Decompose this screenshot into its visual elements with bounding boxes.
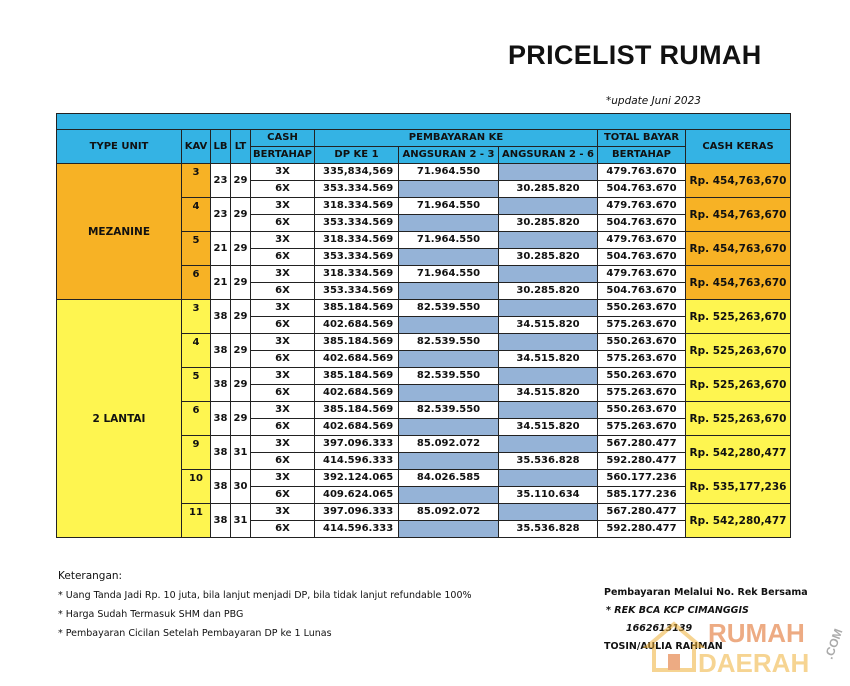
total-bayar-value: 575.263.670 — [598, 385, 686, 402]
dp-ke1-value: 402.684.569 — [315, 385, 399, 402]
angsuran-26-value: 34.515.820 — [499, 385, 598, 402]
dp-ke1-value: 318.334.569 — [315, 266, 399, 283]
angsuran-23-value: 82.539.550 — [399, 402, 499, 419]
dp-ke1-value: 397.096.333 — [315, 504, 399, 521]
update-date: *update Juni 2023 — [606, 95, 701, 107]
header-pembayaran-ke: PEMBAYARAN KE — [315, 130, 598, 147]
cash-bertahap-term: 3X — [251, 504, 315, 521]
cash-bertahap-term: 3X — [251, 368, 315, 385]
header-angsuran-23: ANGSURAN 2 - 3 — [399, 147, 499, 164]
lt-value: 29 — [231, 164, 251, 198]
angsuran-23-value — [399, 215, 499, 232]
angsuran-23-value — [399, 317, 499, 334]
angsuran-23-value — [399, 487, 499, 504]
house-icon — [648, 624, 700, 670]
dp-ke1-value: 402.684.569 — [315, 351, 399, 368]
table-row — [57, 164, 791, 181]
cash-keras-value: Rp. 525,263,670 — [686, 368, 791, 402]
cash-bertahap-term: 6X — [251, 419, 315, 436]
dp-ke1-value: 318.334.569 — [315, 232, 399, 249]
cash-bertahap-term: 6X — [251, 249, 315, 266]
lb-value: 21 — [211, 232, 231, 266]
total-bayar-value: 592.280.477 — [598, 521, 686, 538]
angsuran-26-value: 30.285.820 — [499, 181, 598, 198]
kav-number: 5 — [182, 232, 211, 266]
dp-ke1-value: 353.334.569 — [315, 249, 399, 266]
kav-number: 6 — [182, 402, 211, 436]
angsuran-26-value — [499, 368, 598, 385]
dp-ke1-value: 385.184.569 — [315, 300, 399, 317]
kav-number: 10 — [182, 470, 211, 504]
angsuran-23-value — [399, 351, 499, 368]
header-lt: LT — [231, 130, 251, 164]
total-bayar-value: 550.263.670 — [598, 334, 686, 351]
angsuran-26-value — [499, 300, 598, 317]
angsuran-23-value — [399, 283, 499, 300]
table-top-bar — [57, 114, 791, 130]
dp-ke1-value: 353.334.569 — [315, 283, 399, 300]
angsuran-26-value — [499, 402, 598, 419]
cash-bertahap-term: 6X — [251, 181, 315, 198]
cash-keras-value: Rp. 454,763,670 — [686, 164, 791, 198]
lb-value: 38 — [211, 300, 231, 334]
angsuran-23-value: 71.964.550 — [399, 164, 499, 181]
total-bayar-value: 567.280.477 — [598, 504, 686, 521]
bank-holder: TOSIN/AULIA RAHMAN — [604, 641, 723, 652]
lt-value: 29 — [231, 402, 251, 436]
group-name: MEZANINE — [57, 164, 182, 300]
cash-bertahap-term: 6X — [251, 215, 315, 232]
cash-bertahap-term: 3X — [251, 232, 315, 249]
cash-bertahap-term: 3X — [251, 198, 315, 215]
note-item: * Harga Sudah Termasuk SHM dan PBG — [58, 609, 244, 620]
notes-heading: Keterangan: — [58, 570, 123, 582]
total-bayar-value: 585.177.236 — [598, 487, 686, 504]
dp-ke1-value: 353.334.569 — [315, 215, 399, 232]
total-bayar-value: 560.177.236 — [598, 470, 686, 487]
total-bayar-value: 504.763.670 — [598, 215, 686, 232]
header-angsuran-26: ANGSURAN 2 - 6 — [499, 147, 598, 164]
dp-ke1-value: 402.684.569 — [315, 419, 399, 436]
angsuran-26-value: 30.285.820 — [499, 283, 598, 300]
angsuran-26-value — [499, 198, 598, 215]
header-lb: LB — [211, 130, 231, 164]
lb-value: 38 — [211, 504, 231, 538]
angsuran-23-value: 84.026.585 — [399, 470, 499, 487]
header-total-bayar: TOTAL BAYAR — [598, 130, 686, 147]
angsuran-23-value — [399, 249, 499, 266]
page-title: PRICELIST RUMAH — [508, 40, 762, 70]
lt-value: 29 — [231, 266, 251, 300]
dp-ke1-value: 385.184.569 — [315, 402, 399, 419]
pricelist-table — [56, 113, 791, 538]
kav-number: 4 — [182, 334, 211, 368]
lt-value: 31 — [231, 436, 251, 470]
angsuran-26-value: 34.515.820 — [499, 351, 598, 368]
dp-ke1-value: 385.184.569 — [315, 334, 399, 351]
cash-keras-value: Rp. 454,763,670 — [686, 266, 791, 300]
angsuran-23-value: 82.539.550 — [399, 300, 499, 317]
cash-keras-value: Rp. 535,177,236 — [686, 470, 791, 504]
watermark-word-2: DAERAH — [698, 648, 810, 678]
angsuran-26-value — [499, 164, 598, 181]
kav-number: 9 — [182, 436, 211, 470]
lt-value: 29 — [231, 198, 251, 232]
cash-bertahap-term: 3X — [251, 266, 315, 283]
cash-bertahap-term: 6X — [251, 317, 315, 334]
total-bayar-value: 575.263.670 — [598, 317, 686, 334]
bank-heading: Pembayaran Melalui No. Rek Bersama — [604, 587, 808, 598]
angsuran-26-value: 34.515.820 — [499, 317, 598, 334]
total-bayar-value: 550.263.670 — [598, 368, 686, 385]
header-cash-keras: CASH KERAS — [686, 130, 791, 164]
cash-bertahap-term: 6X — [251, 487, 315, 504]
header-kav: KAV — [182, 130, 211, 164]
total-bayar-value: 479.763.670 — [598, 164, 686, 181]
total-bayar-value: 592.280.477 — [598, 453, 686, 470]
cash-keras-value: Rp. 454,763,670 — [686, 232, 791, 266]
cash-keras-value: Rp. 542,280,477 — [686, 436, 791, 470]
lt-value: 29 — [231, 368, 251, 402]
dp-ke1-value: 409.624.065 — [315, 487, 399, 504]
cash-bertahap-term: 3X — [251, 436, 315, 453]
lb-value: 23 — [211, 164, 231, 198]
cash-bertahap-term: 3X — [251, 164, 315, 181]
dp-ke1-value: 397.096.333 — [315, 436, 399, 453]
lt-value: 29 — [231, 300, 251, 334]
total-bayar-value: 550.263.670 — [598, 300, 686, 317]
cash-keras-value: Rp. 454,763,670 — [686, 198, 791, 232]
total-bayar-value: 504.763.670 — [598, 283, 686, 300]
angsuran-26-value: 35.110.634 — [499, 487, 598, 504]
angsuran-26-value — [499, 266, 598, 283]
angsuran-26-value: 35.536.828 — [499, 521, 598, 538]
lb-value: 23 — [211, 198, 231, 232]
angsuran-23-value: 71.964.550 — [399, 198, 499, 215]
cash-bertahap-term: 6X — [251, 351, 315, 368]
cash-keras-value: Rp. 525,263,670 — [686, 300, 791, 334]
angsuran-23-value — [399, 453, 499, 470]
angsuran-23-value: 85.092.072 — [399, 436, 499, 453]
group-name: 2 LANTAI — [57, 300, 182, 538]
angsuran-23-value: 82.539.550 — [399, 368, 499, 385]
header-dp-ke1: DP KE 1 — [315, 147, 399, 164]
angsuran-23-value: 71.964.550 — [399, 232, 499, 249]
cash-bertahap-term: 6X — [251, 521, 315, 538]
lt-value: 31 — [231, 504, 251, 538]
kav-number: 6 — [182, 266, 211, 300]
angsuran-26-value: 34.515.820 — [499, 419, 598, 436]
header-total-bertahap: BERTAHAP — [598, 147, 686, 164]
cash-bertahap-term: 3X — [251, 470, 315, 487]
lt-value: 29 — [231, 334, 251, 368]
kav-number: 5 — [182, 368, 211, 402]
kav-number: 3 — [182, 164, 211, 198]
header-type-unit: TYPE UNIT — [57, 130, 182, 164]
cash-keras-value: Rp. 525,263,670 — [686, 334, 791, 368]
note-item: * Uang Tanda Jadi Rp. 10 juta, bila lanjut menjadi DP, bila tidak lanjut refundable 100% — [58, 590, 472, 601]
cash-keras-value: Rp. 525,263,670 — [686, 402, 791, 436]
total-bayar-value: 504.763.670 — [598, 249, 686, 266]
lt-value: 29 — [231, 232, 251, 266]
angsuran-23-value — [399, 419, 499, 436]
dp-ke1-value: 392.124.065 — [315, 470, 399, 487]
angsuran-23-value: 82.539.550 — [399, 334, 499, 351]
cash-bertahap-term: 6X — [251, 283, 315, 300]
cash-bertahap-term: 6X — [251, 385, 315, 402]
angsuran-26-value: 35.536.828 — [499, 453, 598, 470]
total-bayar-value: 479.763.670 — [598, 266, 686, 283]
angsuran-23-value: 71.964.550 — [399, 266, 499, 283]
cash-keras-value: Rp. 542,280,477 — [686, 504, 791, 538]
total-bayar-value: 479.763.670 — [598, 232, 686, 249]
total-bayar-value: 479.763.670 — [598, 198, 686, 215]
total-bayar-value: 550.263.670 — [598, 402, 686, 419]
dp-ke1-value: 335,834,569 — [315, 164, 399, 181]
dp-ke1-value: 414.596.333 — [315, 453, 399, 470]
lb-value: 38 — [211, 368, 231, 402]
dp-ke1-value: 414.596.333 — [315, 521, 399, 538]
angsuran-23-value — [399, 181, 499, 198]
angsuran-23-value: 85.092.072 — [399, 504, 499, 521]
angsuran-26-value — [499, 470, 598, 487]
header-cash: CASH — [251, 130, 315, 147]
total-bayar-value: 575.263.670 — [598, 351, 686, 368]
dp-ke1-value: 402.684.569 — [315, 317, 399, 334]
note-item: * Pembayaran Cicilan Setelah Pembayaran DP ke 1 Lunas — [58, 628, 332, 639]
dp-ke1-value: 353.334.569 — [315, 181, 399, 198]
lb-value: 21 — [211, 266, 231, 300]
angsuran-26-value: 30.285.820 — [499, 215, 598, 232]
bank-account: 1662613139 — [626, 623, 693, 634]
dp-ke1-value: 318.334.569 — [315, 198, 399, 215]
kav-number: 11 — [182, 504, 211, 538]
angsuran-23-value — [399, 385, 499, 402]
angsuran-26-value: 30.285.820 — [499, 249, 598, 266]
angsuran-26-value — [499, 334, 598, 351]
lb-value: 38 — [211, 402, 231, 436]
angsuran-23-value — [399, 521, 499, 538]
lb-value: 38 — [211, 470, 231, 504]
cash-bertahap-term: 3X — [251, 402, 315, 419]
table-row — [57, 300, 791, 317]
kav-number: 3 — [182, 300, 211, 334]
lb-value: 38 — [211, 436, 231, 470]
angsuran-26-value — [499, 232, 598, 249]
cash-bertahap-term: 6X — [251, 453, 315, 470]
lb-value: 38 — [211, 334, 231, 368]
total-bayar-value: 504.763.670 — [598, 181, 686, 198]
angsuran-26-value — [499, 436, 598, 453]
kav-number: 4 — [182, 198, 211, 232]
watermark-word-1: RUMAH — [708, 618, 805, 648]
cash-bertahap-term: 3X — [251, 300, 315, 317]
header-bertahap: BERTAHAP — [251, 147, 315, 164]
total-bayar-value: 567.280.477 — [598, 436, 686, 453]
angsuran-26-value — [499, 504, 598, 521]
total-bayar-value: 575.263.670 — [598, 419, 686, 436]
bank-name: * REK BCA KCP CIMANGGIS — [606, 605, 749, 616]
dp-ke1-value: 385.184.569 — [315, 368, 399, 385]
rumahdaerah-watermark-logo — [640, 612, 846, 682]
notes — [58, 567, 472, 643]
watermark-tag: .COM — [821, 626, 846, 662]
cash-bertahap-term: 3X — [251, 334, 315, 351]
lt-value: 30 — [231, 470, 251, 504]
